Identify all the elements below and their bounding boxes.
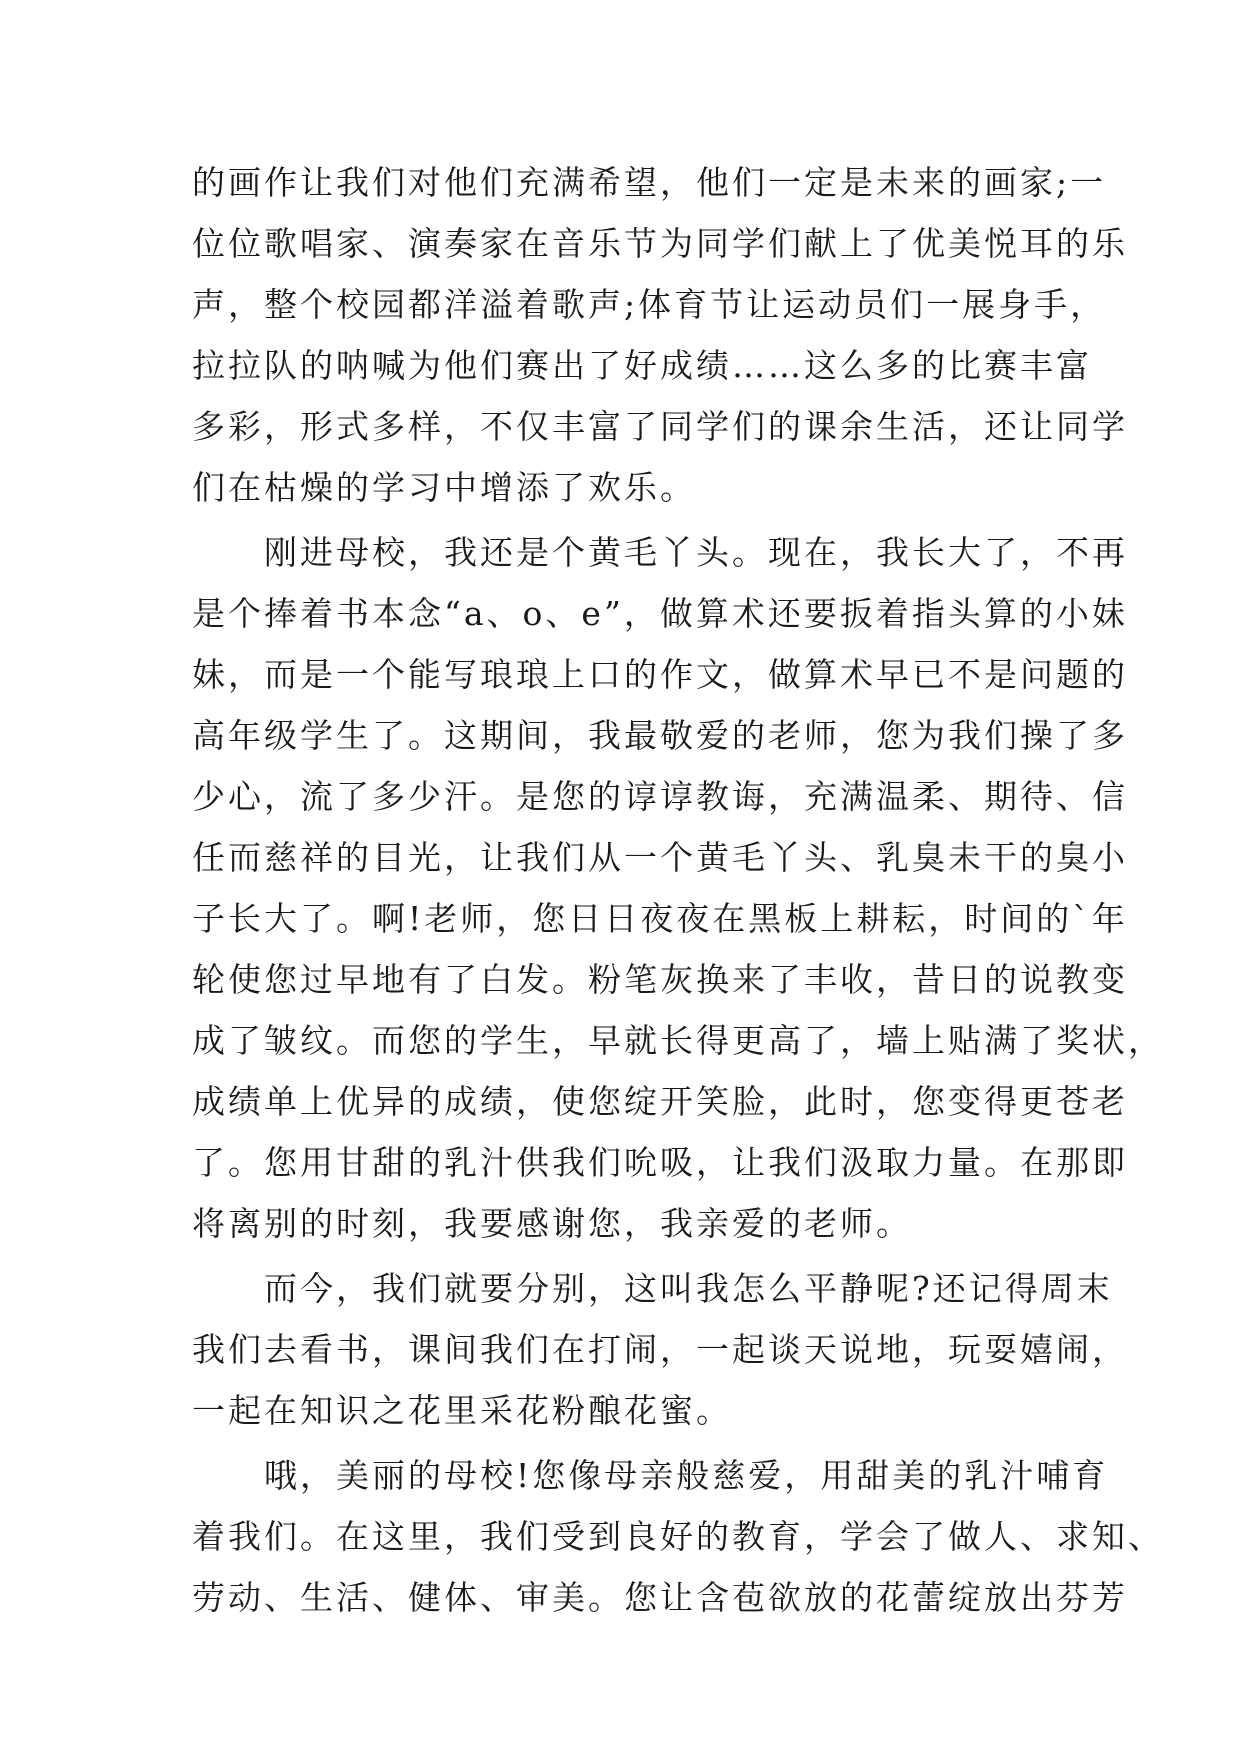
text-line: 劳动、生活、健体、审美。您让含苞欲放的花蕾绽放出芬芳 [192, 1578, 1128, 1617]
text-line: 了。您用甘甜的乳汁供我们吮吸，让我们汲取力量。在那即 [192, 1143, 1128, 1182]
text-line: 拉拉队的呐喊为他们赛出了好成绩……这么多的比赛丰富 [192, 346, 1092, 385]
text-line: 成绩单上优异的成绩，使您绽开笑脸，此时，您变得更苍老 [192, 1082, 1128, 1121]
paragraph [192, 522, 1164, 1254]
text-line: 位位歌唱家、演奏家在音乐节为同学们献上了优美悦耳的乐 [192, 224, 1128, 263]
text-line: 而今，我们就要分别，这叫我怎么平静呢?还记得周末 [192, 1269, 1113, 1308]
text-line: 着我们。在这里，我们受到良好的教育，学会了做人、求知、 [192, 1517, 1164, 1556]
text-line: 多彩，形式多样，不仅丰富了同学们的课余生活，还让同学 [192, 407, 1128, 446]
text-line: 妹，而是一个能写琅琅上口的作文，做算术早已不是问题的 [192, 655, 1128, 694]
text-line: 的画作让我们对他们充满希望，他们一定是未来的画家;一 [192, 163, 1107, 202]
text-line: 们在枯燥的学习中增添了欢乐。 [192, 468, 696, 507]
paragraph [192, 1258, 1128, 1441]
text-line: 子长大了。啊!老师，您日日夜夜在黑板上耕耘，时间的`年 [192, 899, 1128, 938]
text-line: 哦，美丽的母校!您像母亲般慈爱，用甜美的乳汁哺育 [192, 1456, 1109, 1495]
text-line: 我们去看书，课间我们在打闹，一起谈天说地，玩耍嬉闹， [192, 1330, 1128, 1369]
text-line: 少心，流了多少汗。是您的谆谆教诲，充满温柔、期待、信 [192, 777, 1128, 816]
text-line: 成了皱纹。而您的学生，早就长得更高了，墙上贴满了奖状， [192, 1021, 1164, 1060]
document-body [192, 152, 1164, 1628]
text-line: 一起在知识之花里采花粉酿花蜜。 [192, 1391, 732, 1430]
text-line: 任而慈祥的目光，让我们从一个黄毛丫头、乳臭未干的臭小 [192, 838, 1128, 877]
text-line: 将离别的时刻，我要感谢您，我亲爱的老师。 [192, 1204, 912, 1243]
paragraph [192, 152, 1128, 518]
paragraph [192, 1445, 1164, 1628]
text-line: 声，整个校园都洋溢着歌声;体育节让运动员们一展身手， [192, 285, 1107, 324]
text-line: 刚进母校，我还是个黄毛丫头。现在，我长大了，不再 [192, 533, 1128, 572]
text-line: 高年级学生了。这期间，我最敬爱的老师，您为我们操了多 [192, 716, 1128, 755]
text-line: 轮使您过早地有了白发。粉笔灰换来了丰收，昔日的说教变 [192, 960, 1128, 999]
text-line: 是个捧着书本念“a、o、e”，做算术还要扳着指头算的小妹 [192, 594, 1128, 633]
